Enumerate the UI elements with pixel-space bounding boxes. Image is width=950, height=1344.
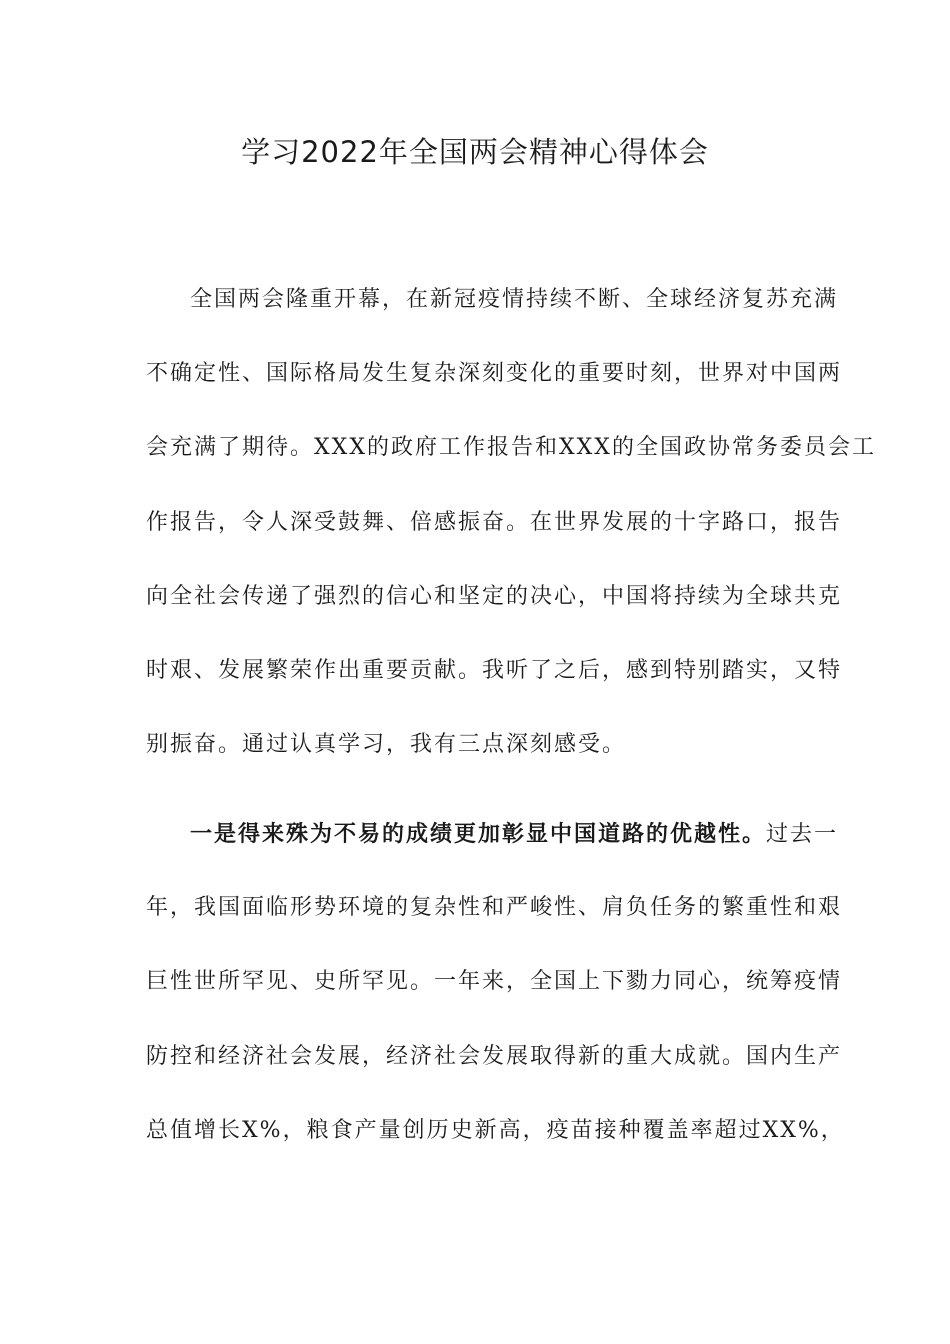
paragraph-1-line-5: 向全社会传递了强烈的信心和坚定的决心，中国将持续为全球共克	[146, 584, 843, 609]
paragraph-2-line-1	[190, 818, 839, 851]
paragraph-1-line-6: 时艰、发展繁荣作出重要贡献。我听了之后，感到特别踏实，又特	[146, 658, 843, 683]
paragraph-2-lead-heading: 一是得来殊为不易的成绩更加彰显中国道路的优越性。	[190, 821, 767, 847]
document-title: 学习2022年全国两会精神心得体会	[241, 135, 709, 169]
paragraph-1-line-7: 别振奋。通过认真学习，我有三点深刻感受。	[146, 732, 627, 757]
paragraph-1-line-3: 会充满了期待。XXX的政府工作报告和XXX的全国政协常务委员会工	[146, 435, 876, 460]
paragraph-2-line-3: 巨性世所罕见、史所罕见。一年来，全国上下勠力同心，统筹疫情	[146, 969, 843, 994]
paragraph-1-line-1: 全国两会隆重开幕，在新冠疫情持续不断、全球经济复苏充满	[190, 287, 839, 312]
paragraph-2-line-4: 防控和经济社会发展，经济社会发展取得新的重大成就。国内生产	[146, 1044, 843, 1069]
paragraph-2-lead-text: 过去一	[766, 822, 839, 847]
paragraph-2-line-2: 年，我国面临形势环境的复杂性和严峻性、肩负任务的繁重性和艰	[146, 895, 843, 920]
paragraph-1-line-2: 不确定性、国际格局发生复杂深刻变化的重要时刻，世界对中国两	[146, 361, 843, 386]
paragraph-1-line-4: 作报告，令人深受鼓舞、倍感振奋。在世界发展的十字路口，报告	[146, 510, 843, 535]
paragraph-2-line-5: 总值增长X%，粮食产量创历史新高，疫苗接种覆盖率超过XX%，	[146, 1118, 845, 1143]
